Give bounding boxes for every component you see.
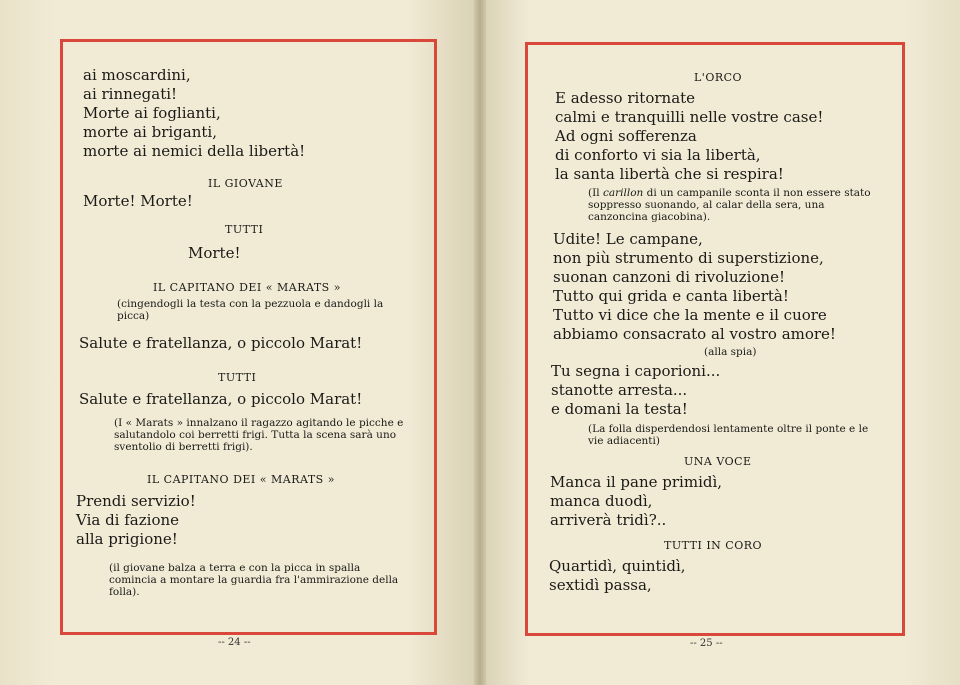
verse-line: Via di fazione xyxy=(76,511,180,529)
verse-line: Morte! xyxy=(188,244,241,262)
speaker-label: TUTTI xyxy=(225,223,264,236)
verse-line: di conforto vi sia la libertà, xyxy=(555,146,761,164)
speaker-label: L'ORCO xyxy=(694,71,743,84)
stage-direction: (alla spia) xyxy=(704,346,757,358)
stage-direction: (il giovane balza a terra e con la picca in spalla comincia a montare la guardia fra l'ammirazione della folla). xyxy=(109,562,399,598)
stage-direction: (cingendogli la testa con la pezzuola e dandogli la picca) xyxy=(117,298,384,322)
verse-line: ai moscardini, xyxy=(83,66,191,84)
page-number: -- 25 -- xyxy=(690,638,723,649)
verse-line: Ad ogni sofferenza xyxy=(555,127,697,145)
right-page-frame xyxy=(525,42,905,636)
stage-direction: (Il carillon di un campanile sconta il non essere stato soppresso suonando, al calar della sera, una canzoncina giacobina). xyxy=(588,187,871,223)
verse-line: E adesso ritornate xyxy=(555,89,696,107)
verse-line: calmi e tranquilli nelle vostre case! xyxy=(555,108,824,126)
verse-line: Morte! Morte! xyxy=(83,192,193,210)
speaker-label: IL GIOVANE xyxy=(208,177,283,190)
verse-line: la santa libertà che si respira! xyxy=(555,165,784,183)
speaker-label: TUTTI xyxy=(218,371,257,384)
book-gutter xyxy=(474,0,486,685)
page-number: -- 24 -- xyxy=(218,637,251,648)
verse-line: ai rinnegati! xyxy=(83,85,178,103)
verse-line: arriverà tridì?.. xyxy=(550,511,667,529)
verse-line: morte ai nemici della libertà! xyxy=(83,142,306,160)
verse-line: abbiamo consacrato al vostro amore! xyxy=(553,325,836,343)
verse-line: Morte ai foglianti, xyxy=(83,104,221,122)
verse-line: Tu segna i caporioni... xyxy=(551,362,721,380)
verse-line: alla prigione! xyxy=(76,530,178,548)
verse-line: Tutto qui grida e canta libertà! xyxy=(553,287,789,305)
verse-line: Manca il pane primidì, xyxy=(550,473,723,491)
verse-line: suonan canzoni di rivoluzione! xyxy=(553,268,785,286)
verse-line: non più strumento di superstizione, xyxy=(553,249,824,267)
speaker-label: TUTTI IN CORO xyxy=(664,539,763,552)
verse-line: sextidì passa, xyxy=(549,576,652,594)
verse-line: Prendi servizio! xyxy=(76,492,196,510)
stage-direction: (La folla disperdendosi lentamente oltre il ponte e le vie adiacenti) xyxy=(588,423,869,447)
verse-line: Salute e fratellanza, o piccolo Marat! xyxy=(79,334,363,352)
verse-line: stanotte arresta... xyxy=(551,381,688,399)
verse-line: manca duodì, xyxy=(550,492,653,510)
verse-line: e domani la testa! xyxy=(551,400,688,418)
speaker-label: IL CAPITANO DEI « MARATS » xyxy=(153,281,341,294)
speaker-label: IL CAPITANO DEI « MARATS » xyxy=(147,473,335,486)
speaker-label: UNA VOCE xyxy=(684,455,752,468)
verse-line: Quartidì, quintidì, xyxy=(549,557,686,575)
verse-line: Tutto vi dice che la mente e il cuore xyxy=(553,306,827,324)
verse-line: morte ai briganti, xyxy=(83,123,217,141)
verse-line: Salute e fratellanza, o piccolo Marat! xyxy=(79,390,363,408)
verse-line: Udite! Le campane, xyxy=(553,230,703,248)
left-page-frame xyxy=(60,39,437,635)
stage-direction: (I « Marats » innalzano il ragazzo agitando le picche e salutandolo coi berretti frigi. Tutta la scena sarà uno sventolio di berretti frigi). xyxy=(114,417,404,453)
